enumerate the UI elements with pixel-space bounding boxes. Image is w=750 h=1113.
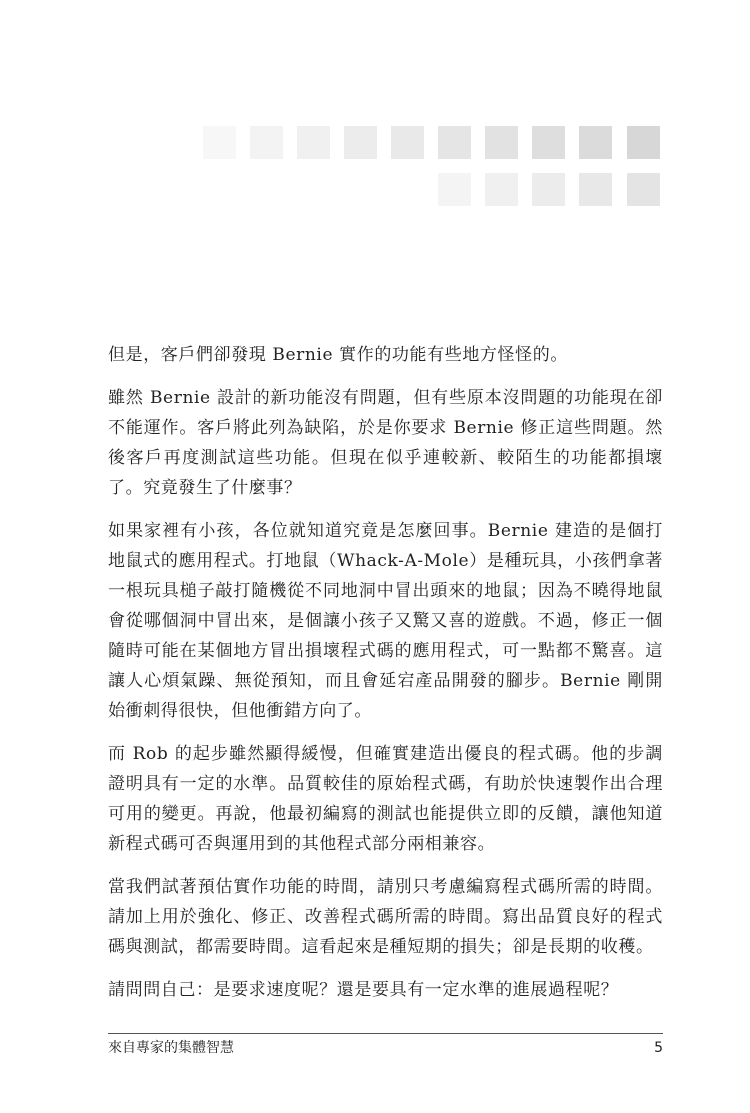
paragraph: 而 Rob 的起步雖然顯得緩慢，但確實建造出優良的程式碼。他的步調證明具有一定的水準。品質較佳的原始程式碼，有助於快速製作出合理可用的變更。再說，他最初編寫的測試也能提供立即的反饋，讓他知道新程式碼可否與運用到的其他程式部分兩相兼容。	[108, 744, 663, 854]
footer-divider	[108, 1033, 663, 1034]
decorative-square	[485, 126, 518, 159]
decorative-square	[532, 126, 565, 159]
decorative-square	[627, 126, 660, 159]
decorative-square-pattern	[0, 0, 750, 220]
page-number: 5	[654, 1040, 663, 1056]
decorative-square	[250, 126, 283, 159]
paragraph: 雖然 Bernie 設計的新功能沒有問題，但有些原本沒問題的功能現在卻不能運作。客戶將此列為缺陷，於是你要求 Bernie 修正這些問題。然後客戶再度測試這些功能。但現在似乎連較新、較陌生的功能都損壞了。究竟發生了什麼事？	[108, 388, 663, 498]
decorative-square	[297, 126, 330, 159]
body-text	[108, 340, 663, 1018]
decorative-square	[485, 173, 518, 206]
decorative-square	[532, 173, 565, 206]
decorative-square	[391, 126, 424, 159]
decorative-square	[203, 126, 236, 159]
decorative-square	[344, 126, 377, 159]
paragraph: 但是，客戶們卻發現 Bernie 實作的功能有些地方怪怪的。	[108, 345, 568, 365]
decorative-square	[579, 173, 612, 206]
decorative-square	[579, 126, 612, 159]
decorative-square	[438, 173, 471, 206]
paragraph: 如果家裡有小孩，各位就知道究竟是怎麼回事。Bernie 建造的是個打地鼠式的應用程式。打地鼠（Whack-A-Mole）是種玩具，小孩們拿著一根玩具槌子敲打隨機從不同地洞中冒出頭來的地鼠；因為不曉得地鼠會從哪個洞中冒出來，是個讓小孩子又驚又喜的遊戲。不過，修正一個隨時可能在某個地方冒出損壞程式碼的應用程式，可一點都不驚喜。這讓人心煩氣躁、無從預知，而且會延宕產品開發的腳步。Bernie 剛開始衝刺得很快，但他衝錯方向了。	[108, 521, 663, 721]
decorative-square	[438, 126, 471, 159]
footer-book-title: 來自專家的集體智慧	[108, 1040, 234, 1056]
paragraph: 請問問自己：是要求速度呢？還是要具有一定水準的進展過程呢？	[108, 980, 619, 1000]
decorative-square	[627, 173, 660, 206]
paragraph: 當我們試著預估實作功能的時間，請別只考慮編寫程式碼所需的時間。請加上用於強化、修正、改善程式碼所需的時間。寫出品質良好的程式碼與測試，都需要時間。這看起來是種短期的損失；卻是長期的收穫。	[108, 877, 663, 957]
